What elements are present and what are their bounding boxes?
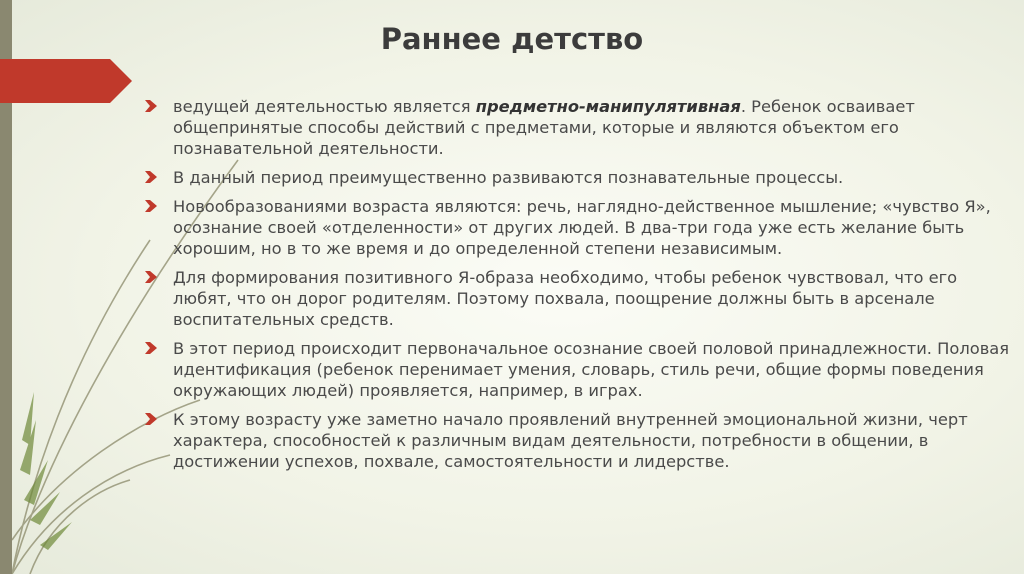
arrow-bullet-icon bbox=[145, 271, 157, 283]
bullet-5-text: В этот период происходит первоначальное осознание своей половой принадлежности. Половая идентификация (ребенок перенимает умения, словарь, стиль речи, общие формы поведения окружающих людей) проявляется, например, в играх. bbox=[173, 339, 1010, 400]
bullet-4-text: Для формирования позитивного Я-образа необходимо, чтобы ребенок чувствовал, что его любят, что он дорог родителям. Поэтому похвала, поощрение должны быть в арсенале воспитательных средств. bbox=[173, 268, 958, 329]
arrow-bullet-icon bbox=[145, 200, 157, 212]
bullet-1-text-start: ведущей деятельностью является bbox=[173, 97, 476, 116]
bullet-item-4 bbox=[145, 267, 1010, 330]
title-ribbon bbox=[0, 59, 132, 103]
bullet-item-2 bbox=[145, 167, 1010, 188]
arrow-bullet-icon bbox=[145, 413, 157, 425]
bullet-3-text: Новообразованиями возраста являются: речь, наглядно-действенное мышление; «чувство Я», осознание своей «отделенности» от других людей. В два-три года уже есть желание быть хорошим, но в то же время и до определенной степени независимым. bbox=[173, 197, 991, 258]
bullet-6-text: К этому возрасту уже заметно начало проявлений внутренней эмоциональной жизни, черт характера, способностей к различным видам деятельности, потребности в общении, в достижении успехов, похвале, самостоятельности и лидерстве. bbox=[173, 410, 968, 471]
bullet-item-5 bbox=[145, 338, 1010, 401]
bullet-1-text-end: . Ребенок осваивает общепринятые способы действий с предметами, которые и являются объектом его познавательной деятельности. bbox=[173, 97, 915, 158]
bullet-item-1 bbox=[145, 96, 1010, 159]
slide-title: Раннее детство bbox=[380, 22, 644, 56]
bullet-item-6 bbox=[145, 409, 1010, 472]
bullet-item-3 bbox=[145, 196, 1010, 259]
arrow-bullet-icon bbox=[145, 100, 157, 112]
bullet-1-emphasis: предметно-манипулятивная bbox=[475, 97, 741, 116]
arrow-bullet-icon bbox=[145, 342, 157, 354]
bullet-2-text: В данный период преимущественно развиваются познавательные процессы. bbox=[173, 168, 844, 187]
bullet-list bbox=[145, 96, 1010, 480]
arrow-bullet-icon bbox=[145, 171, 157, 183]
